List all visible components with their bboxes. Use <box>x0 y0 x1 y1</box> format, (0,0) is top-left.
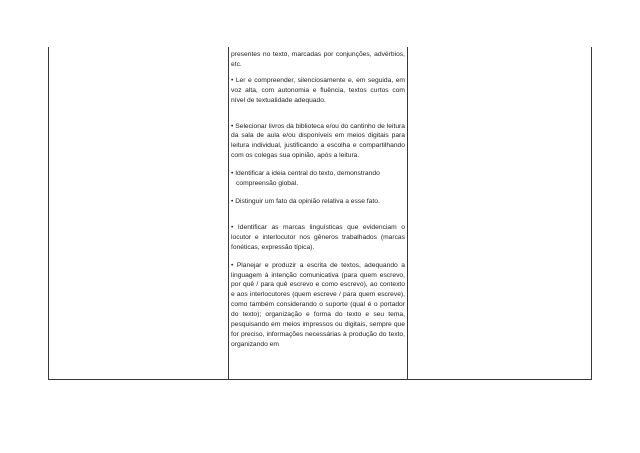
skill-continuation-text: presentes no texto, marcadas por conjunções, advérbios, etc. <box>231 51 405 68</box>
skill-select-books: • Selecionar livros da biblioteca e/ou do cantinho de leitura da sala de aula e/ou disponíveis em meios digitais para leitura individual, justificando a escolha e compartilhando com os colegas sua opinião, após a leitura. <box>231 122 405 160</box>
column-divider-left <box>228 47 229 379</box>
skill-central-idea: • Identificar a ideia central do texto, demonstrando compreensão global. <box>231 170 380 188</box>
skill-plan-writing: • Planejar e produzir a escrita de textos, adequando a linguagem à intenção comunicativa (para quem escrevo, por quê / para quê escrevo e como escrevo), ao contexto e aos interlocutores (quem escreve / para quem escreve), como também considerando o suporte (qual é o portador do texto); organização e forma do texto e seu tema, pesquisando em meios impressos ou digitais, sempre que for preciso, informações necessárias à produção do texto, organizando em <box>231 261 405 348</box>
skills-table <box>48 47 592 380</box>
skill-fact-opinion: • Distinguir um fato da opinião relativa a esse fato. <box>231 197 380 205</box>
column-divider-right <box>407 47 408 379</box>
skill-linguistic-marks: • Identificar as marcas linguísticas que evidenciam o locutor e interlocutor nos gêneros trabalhados (marcas fonéticas, expressão típica). <box>231 223 405 251</box>
skill-read-comprehend: • Ler e compreender, silenciosamente e, em seguida, em voz alta, com autonomia e fluência, textos curtos com nível de textualidade adequado. <box>231 76 405 104</box>
skills-column <box>231 50 405 350</box>
